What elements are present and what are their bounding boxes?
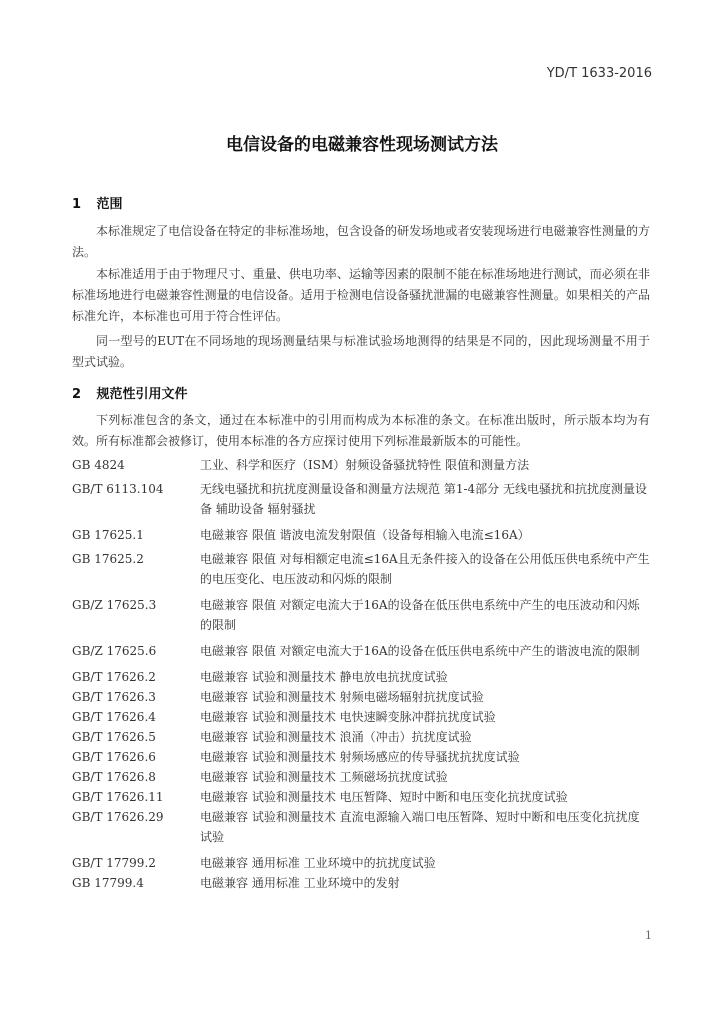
document-title: 电信设备的电磁兼容性现场测试方法 <box>226 135 498 155</box>
reference-title: 电磁兼容 限值 对额定电流大于16A的设备在低压供电系统中产生的电压波动和闪烁的限制 <box>200 598 640 632</box>
reference-item <box>72 549 650 589</box>
reference-title: 电磁兼容 试验和测量技术 射频场感应的传导骚扰抗扰度试验 <box>200 750 520 764</box>
scope-paragraph-3: 同一型号的EUT在不同场地的现场测量结果与标准试验场地测得的结果是不同的，因此现场测量不用于型式试验。 <box>72 334 650 369</box>
reference-code: GB 4824 <box>72 458 125 472</box>
reference-code: GB/T 6113.104 <box>72 482 164 496</box>
reference-item <box>72 727 650 747</box>
reference-title: 电磁兼容 试验和测量技术 直流电源输入端口电压暂降、短时中断和电压变化抗扰度试验 <box>200 810 640 844</box>
reference-title: 电磁兼容 试验和测量技术 射频电磁场辐射抗扰度试验 <box>200 690 484 704</box>
reference-item <box>72 767 650 787</box>
reference-item <box>72 747 650 767</box>
reference-title: 电磁兼容 通用标准 工业环境中的抗扰度试验 <box>200 856 436 870</box>
reference-title: 电磁兼容 试验和测量技术 电压暂降、短时中断和电压变化抗扰度试验 <box>200 790 568 804</box>
reference-code: GB/Z 17625.6 <box>72 644 157 658</box>
reference-title: 电磁兼容 限值 对每相额定电流≤16A且无条件接入的设备在公用低压供电系统中产生的电压变化、电压波动和闪烁的限制 <box>200 552 650 586</box>
page-number: 1 <box>645 929 652 942</box>
reference-code: GB 17799.4 <box>72 876 144 890</box>
reference-code: GB/T 17626.11 <box>72 790 164 804</box>
reference-title: 无线电骚扰和抗扰度测量设备和测量方法规范 第1-4部分 无线电骚扰和抗扰度测量设备 辅助设备 辐射骚扰 <box>200 482 647 516</box>
reference-item <box>72 787 650 807</box>
reference-item <box>72 853 650 873</box>
reference-code: GB/T 17626.3 <box>72 690 156 704</box>
reference-item <box>72 479 650 519</box>
reference-title: 电磁兼容 试验和测量技术 电快速瞬变脉冲群抗扰度试验 <box>200 710 496 724</box>
section-title: 规范性引用文件 <box>96 387 188 402</box>
standard-code: YD/T 1633-2016 <box>546 66 652 81</box>
reference-item <box>72 687 650 707</box>
reference-code: GB/T 17626.8 <box>72 770 156 784</box>
reference-list <box>72 455 650 893</box>
scope-paragraph-2: 本标准适用于由于物理尺寸、重量、供电功率、运输等因素的限制不能在标准场地进行测试，而必须在非标准场地进行电磁兼容性测量的电信设备。适用于检测电信设备骚扰泄漏的电磁兼容性测量。如果相关的产品标准允许，本标准也可用于符合性评估。 <box>72 267 650 323</box>
reference-code: GB/T 17626.29 <box>72 810 164 824</box>
reference-code: GB/T 17626.2 <box>72 670 156 684</box>
reference-title: 电磁兼容 试验和测量技术 静电放电抗扰度试验 <box>200 670 448 684</box>
section-heading-scope <box>72 193 123 212</box>
reference-code: GB/T 17626.6 <box>72 750 156 764</box>
scope-paragraph-1: 本标准规定了电信设备在特定的非标准场地，包含设备的研发场地或者安装现场进行电磁兼容性测量的方法。 <box>72 224 650 259</box>
section-number: 1 <box>72 197 82 212</box>
reference-item <box>72 873 650 893</box>
reference-code: GB/T 17626.4 <box>72 710 156 724</box>
reference-title: 电磁兼容 试验和测量技术 浪涌（冲击）抗扰度试验 <box>200 730 472 744</box>
reference-item <box>72 595 650 635</box>
reference-title: 电磁兼容 限值 谐波电流发射限值（设备每相输入电流≤16A） <box>200 528 530 542</box>
reference-code: GB 17625.2 <box>72 552 144 566</box>
reference-title: 电磁兼容 试验和测量技术 工频磁场抗扰度试验 <box>200 770 448 784</box>
reference-code: GB/T 17799.2 <box>72 856 156 870</box>
reference-item <box>72 641 650 661</box>
reference-item <box>72 455 650 475</box>
reference-item <box>72 667 650 687</box>
reference-code: GB/T 17626.5 <box>72 730 156 744</box>
reference-item <box>72 707 650 727</box>
section-title: 范围 <box>96 197 123 212</box>
reference-title: 电磁兼容 限值 对额定电流大于16A的设备在低压供电系统中产生的谐波电流的限制 <box>200 644 640 658</box>
references-intro-paragraph: 下列标准包含的条文，通过在本标准中的引用而构成为本标准的条文。在标准出版时，所示版本均为有效。所有标准都会被修订，使用本标准的各方应探讨使用下列标准最新版本的可能性。 <box>72 413 650 448</box>
reference-title: 工业、科学和医疗（ISM）射频设备骚扰特性 限值和测量方法 <box>200 458 530 472</box>
reference-title: 电磁兼容 通用标准 工业环境中的发射 <box>200 876 400 890</box>
reference-item <box>72 807 650 847</box>
reference-item <box>72 525 650 545</box>
reference-code: GB 17625.1 <box>72 528 144 542</box>
section-number: 2 <box>72 387 82 402</box>
reference-code: GB/Z 17625.3 <box>72 598 157 612</box>
section-heading-normative-references <box>72 383 188 402</box>
